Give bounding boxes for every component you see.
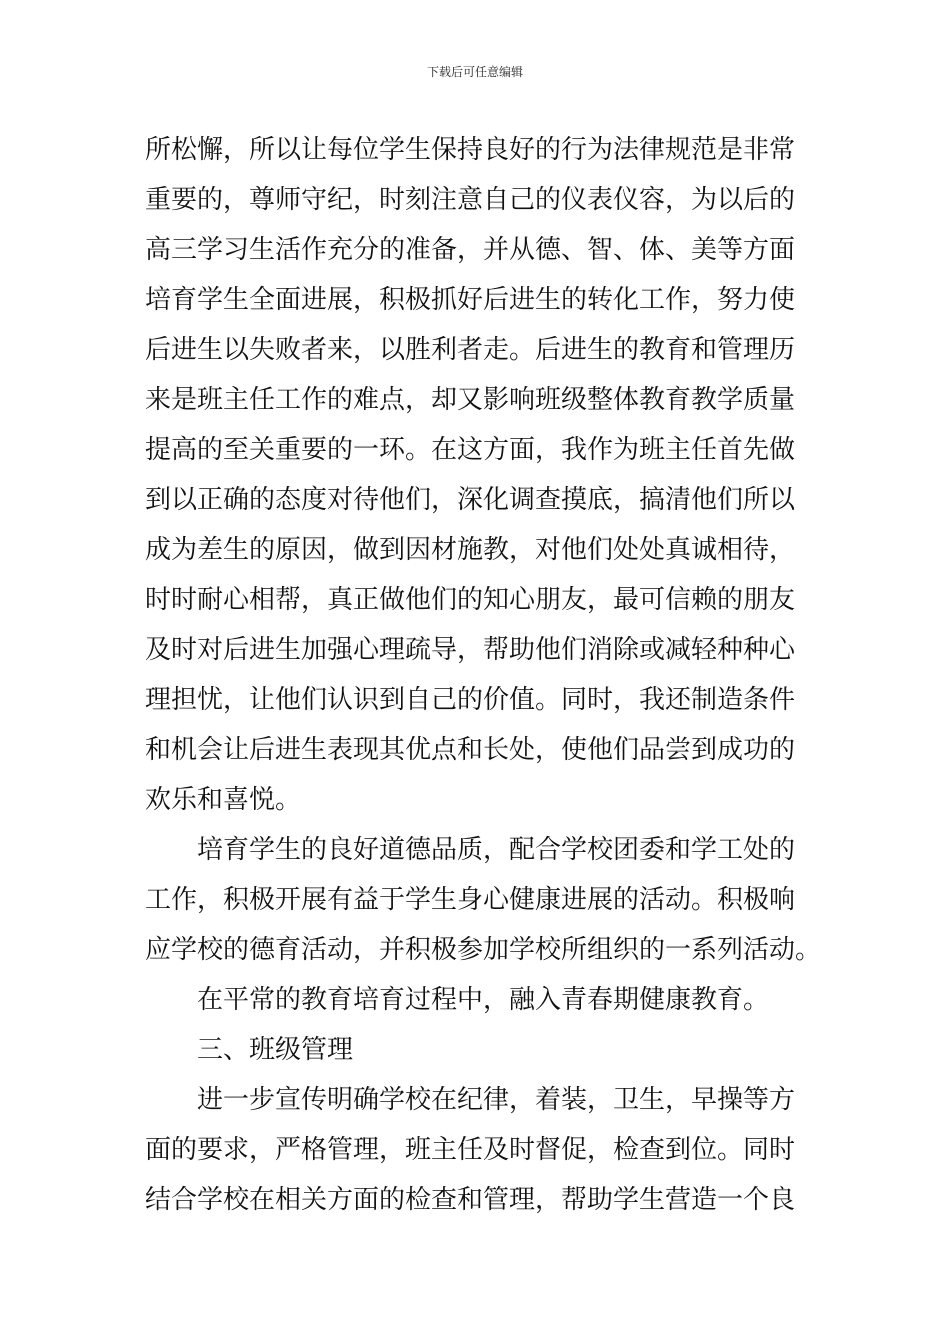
text-line: 高三学习生活作充分的准备，并从德、智、体、美等方面	[145, 235, 796, 265]
document-body	[145, 125, 822, 1225]
text-line: 培育学生全面进展，积极抓好后进生的转化工作，努力使	[145, 285, 796, 315]
text-line: 应学校的德育活动，并积极参加学校所组织的一系列活动。	[145, 935, 822, 965]
paragraph-first-line: 在平常的教育培育过程中，融入青春期健康教育。	[145, 985, 770, 1015]
text-line: 时时耐心相帮，真正做他们的知心朋友，最可信赖的朋友	[145, 585, 796, 615]
text-line: 所松懈，所以让每位学生保持良好的行为法律规范是非常	[145, 135, 796, 165]
page-header: 下载后可任意编辑	[426, 65, 523, 79]
text-line: 结合学校在相关方面的检查和管理，帮助学生营造一个良	[145, 1185, 796, 1215]
text-line: 工作，积极开展有益于学生身心健康进展的活动。积极响	[145, 885, 796, 915]
text-line: 重要的，尊师守纪，时刻注意自己的仪表仪容，为以后的	[145, 185, 796, 215]
text-line: 欢乐和喜悦。	[145, 785, 302, 815]
text-line: 和机会让后进生表现其优点和长处，使他们品尝到成功的	[145, 735, 796, 765]
section-heading: 三、班级管理	[145, 1035, 354, 1065]
text-line: 来是班主任工作的难点，却又影响班级整体教育教学质量	[145, 385, 796, 415]
text-line: 到以正确的态度对待他们，深化调查摸底，搞清他们所以	[145, 485, 796, 515]
text-line: 及时对后进生加强心理疏导，帮助他们消除或减轻种种心	[145, 635, 796, 665]
text-line: 成为差生的原因，做到因材施教，对他们处处真诚相待，	[145, 535, 796, 565]
text-line: 理担忧，让他们认识到自己的价值。同时，我还制造条件	[145, 685, 796, 715]
text-line: 提高的至关重要的一环。在这方面，我作为班主任首先做	[145, 435, 796, 465]
paragraph-first-line: 进一步宣传明确学校在纪律，着装，卫生，早操等方	[145, 1085, 796, 1115]
text-line: 面的要求，严格管理，班主任及时督促，检查到位。同时	[145, 1135, 796, 1165]
text-line: 后进生以失败者来，以胜利者走。后进生的教育和管理历	[145, 335, 796, 365]
paragraph-first-line: 培育学生的良好道德品质，配合学校团委和学工处的	[145, 835, 796, 865]
